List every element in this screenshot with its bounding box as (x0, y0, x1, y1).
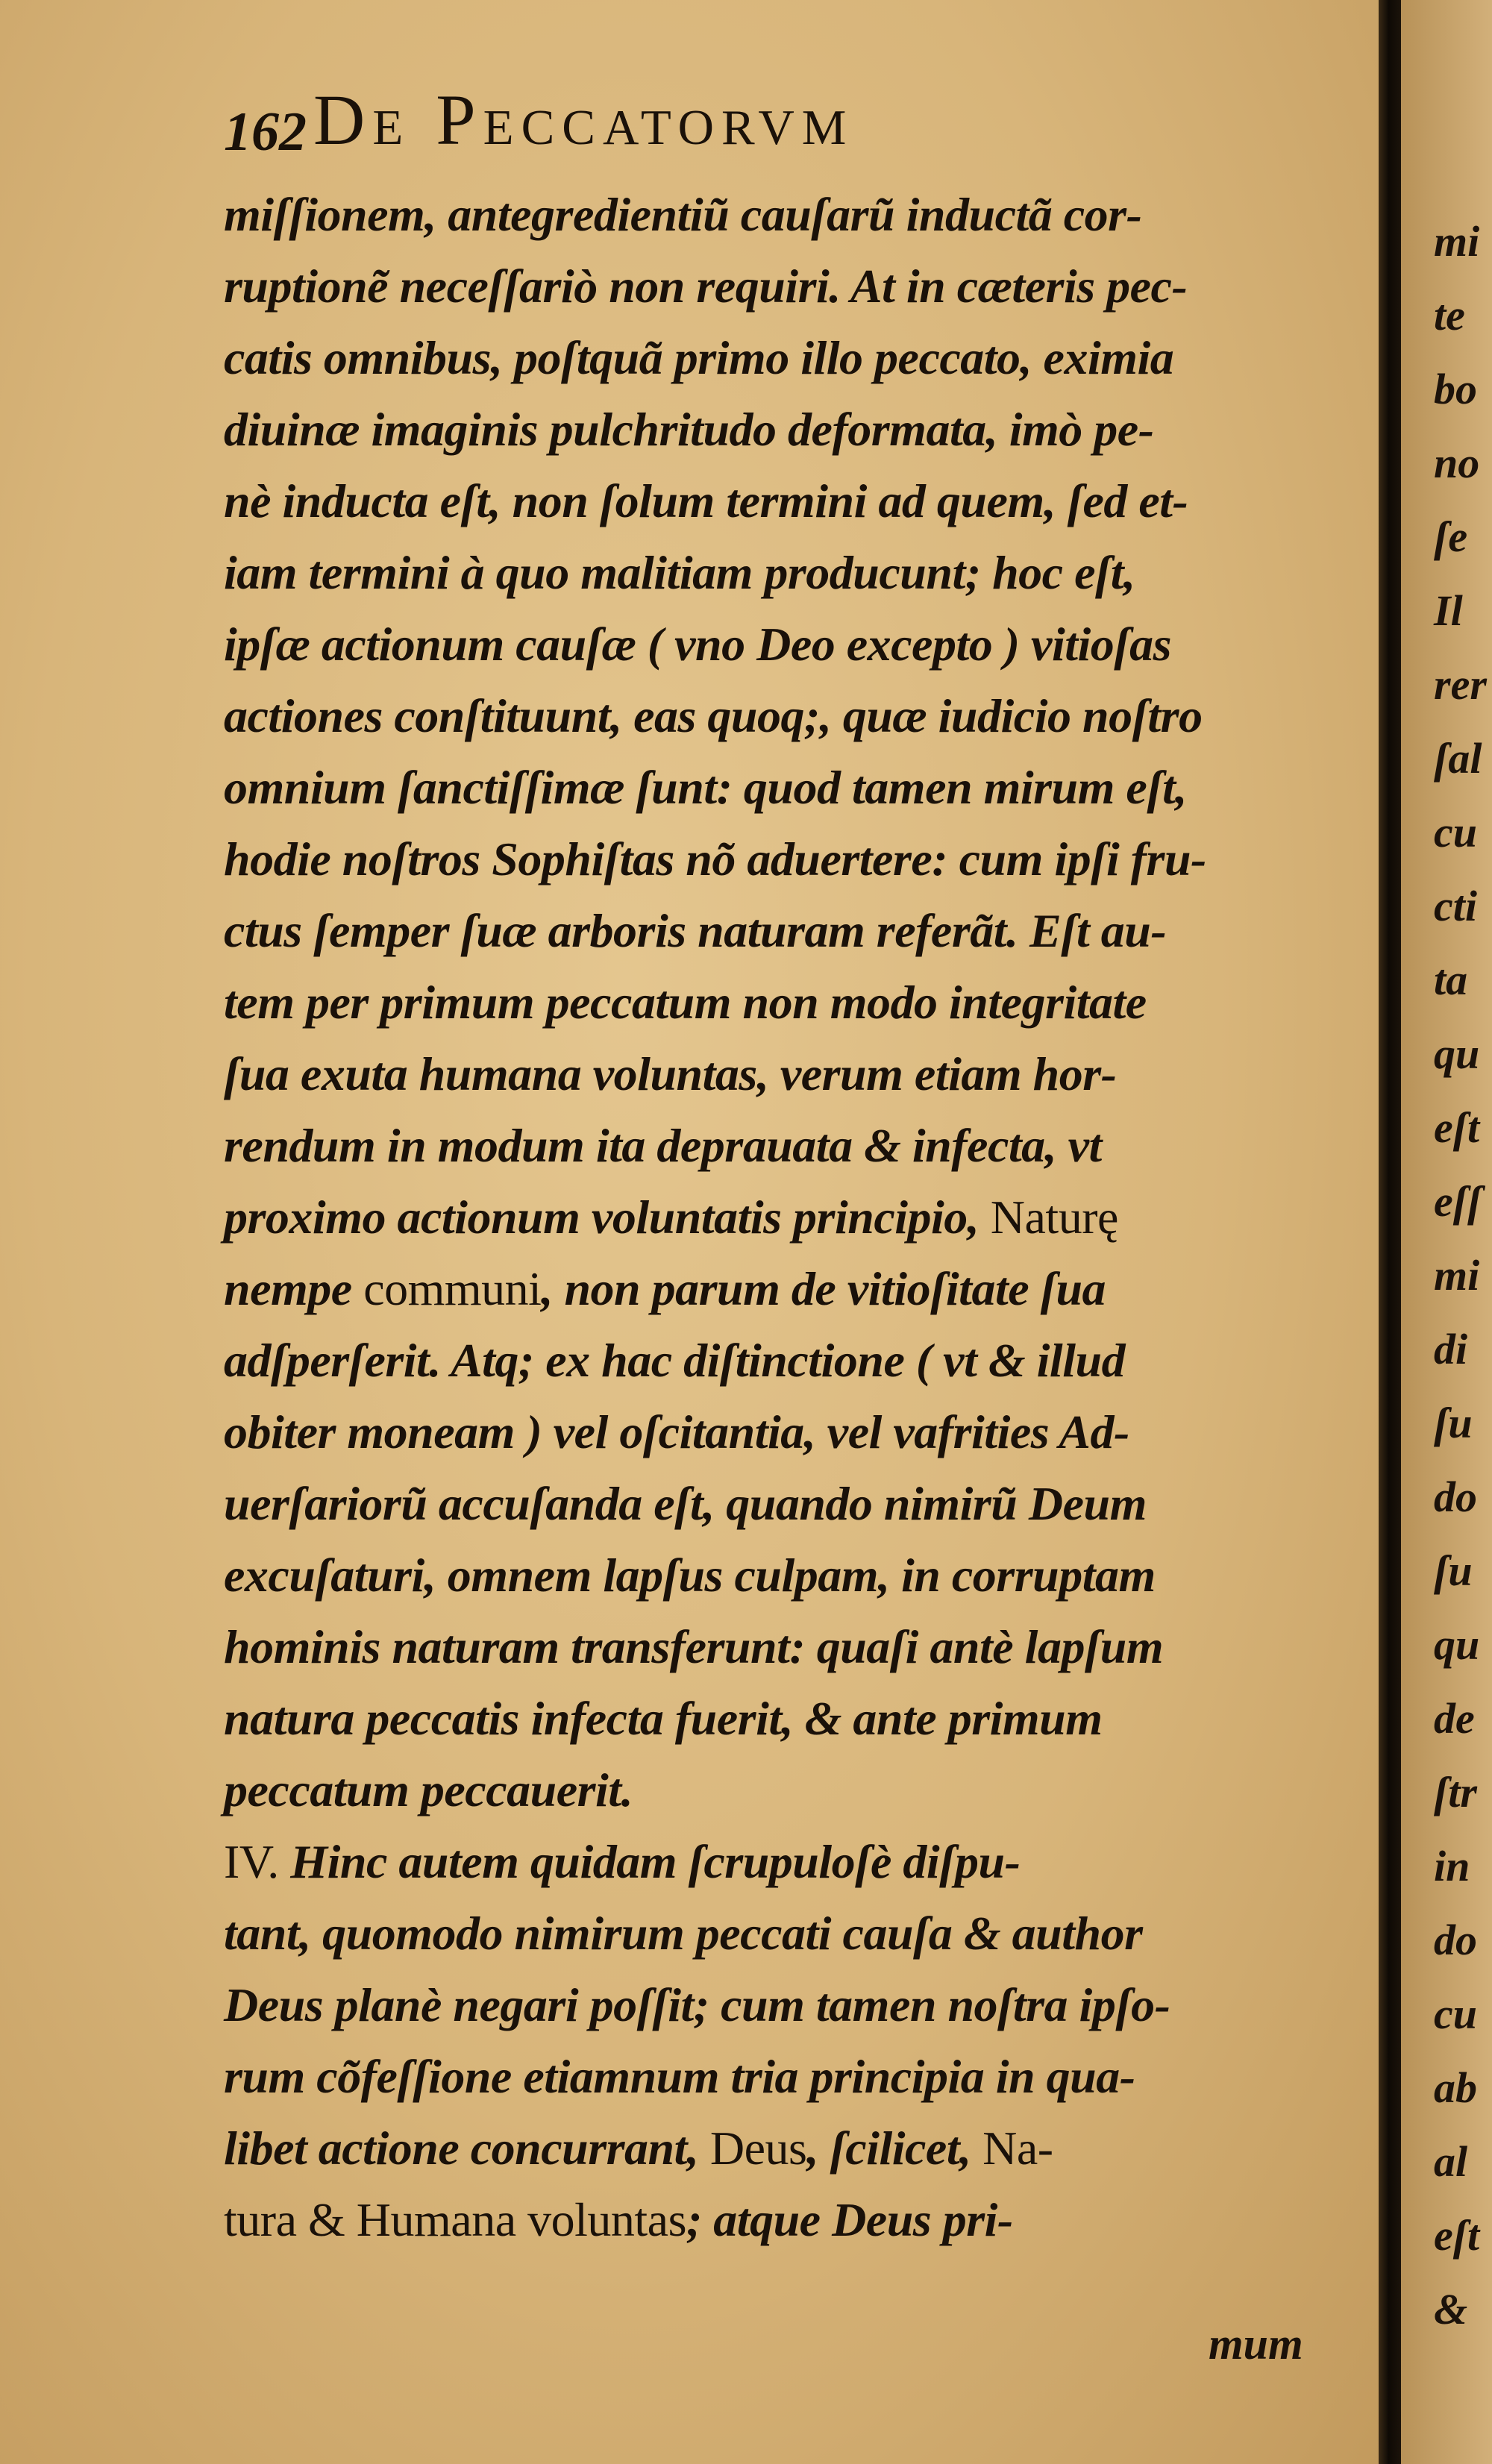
text-line (224, 680, 1358, 752)
text-run: actiones conſtituunt, eas quoq;, quæ iudicio noſtro (224, 689, 1203, 742)
text-line (224, 1396, 1358, 1468)
text-line (224, 1683, 1358, 1755)
text-run: iam termini à quo malitiam producunt; hoc eſt, (224, 546, 1135, 599)
text-run: tem per primum peccatum non modo integritate (224, 976, 1147, 1029)
text-line (224, 1898, 1358, 1969)
text-run: Hinc autem quidam ſcrupuloſè diſpu- (290, 1835, 1021, 1888)
text-line (224, 609, 1358, 680)
text-line (224, 251, 1358, 322)
body-text (224, 179, 1358, 2256)
text-line (224, 394, 1358, 465)
text-line (224, 967, 1358, 1038)
text-line (224, 1826, 1358, 1898)
page-number: 162 (224, 101, 307, 163)
text-run: Naturę (990, 1191, 1118, 1244)
text-line (224, 895, 1358, 967)
facing-page-fragment: Il (1434, 586, 1463, 635)
facing-page-fragment: ab (1434, 2063, 1477, 2112)
facing-page-fragment: te (1434, 291, 1465, 339)
facing-page-fragment: do (1434, 1473, 1477, 1521)
text-run: ruptionẽ neceſſariò non requiri. At in cæteris pec- (224, 260, 1188, 313)
text-run: , ſcilicet, (806, 2122, 983, 2175)
facing-page-fragment: qu (1434, 1620, 1480, 1669)
text-line (224, 1110, 1358, 1182)
facing-page-fragment: cu (1434, 808, 1477, 856)
text-run: Na- (982, 2122, 1053, 2175)
facing-page-fragment: ta (1434, 956, 1468, 1004)
text-run: diuinæ imaginis pulchritudo deformata, imò pe- (224, 403, 1154, 456)
facing-page-fragment: ſal (1434, 734, 1482, 783)
facing-page-fragment: bo (1434, 365, 1477, 413)
text-run: natura peccatis infecta fuerit, & ante primum (224, 1692, 1103, 1745)
facing-page-fragment: rer (1434, 660, 1487, 709)
facing-page-fragment: & (1434, 2285, 1468, 2333)
text-line (224, 465, 1358, 537)
text-run: ipſæ actionum cauſæ ( vno Deo excepto ) vitioſas (224, 618, 1171, 671)
facing-page-fragment: ſtr (1434, 1768, 1477, 1816)
facing-page-fragment: eſt (1434, 2211, 1480, 2260)
text-run: libet actione concurrant, (224, 2122, 710, 2175)
text-run: uerſariorũ accuſanda eſt, quando nimirũ Deum (224, 1477, 1147, 1530)
catchword: mum (1209, 2319, 1303, 2369)
text-line (224, 1611, 1358, 1683)
facing-page-fragment: eſt (1434, 1103, 1480, 1152)
text-line (224, 1468, 1358, 1540)
text-run: rum cõfeſſione etiamnum tria principia in qua- (224, 2050, 1135, 2103)
facing-page-fragment: ſu (1434, 1546, 1473, 1595)
text-line (224, 537, 1358, 609)
facing-page-fragment: ſe (1434, 512, 1468, 561)
text-line (224, 322, 1358, 394)
text-line (224, 1038, 1358, 1110)
text-run: rendum in modum ita deprauata & infecta, vt (224, 1119, 1102, 1172)
text-run: tant, quomodo nimirum peccati cauſa & author (224, 1907, 1143, 1960)
facing-page-fragment: mi (1434, 1251, 1480, 1300)
facing-page-fragment: do (1434, 1916, 1477, 1964)
text-run: omnium ſanctiſſimæ ſunt: quod tamen mirum eſt, (224, 761, 1187, 814)
facing-page-fragment: mi (1434, 217, 1480, 266)
facing-page-fragment: al (1434, 2137, 1468, 2186)
text-line (224, 2184, 1358, 2256)
text-line (224, 752, 1358, 824)
text-run: tura & Humana voluntas (224, 2193, 686, 2246)
text-run: proximo actionum voluntatis principio, (224, 1191, 991, 1244)
text-run: hominis naturam transferunt: quaſi antè lapſum (224, 1620, 1164, 1673)
text-run: , non parum de vitioſitate ſua (541, 1262, 1106, 1315)
text-run: catis omnibus, poſtquã primo illo peccato, eximia (224, 331, 1174, 384)
text-line (224, 2041, 1358, 2113)
text-line (224, 1540, 1358, 1611)
text-line (224, 1969, 1358, 2041)
text-line (224, 179, 1358, 251)
text-run: ; atque Deus pri- (686, 2193, 1013, 2246)
text-run: ſua exuta humana voluntas, verum etiam hor- (224, 1047, 1117, 1100)
facing-page-fragment: qu (1434, 1029, 1480, 1078)
page-header (224, 78, 1268, 163)
text-run: peccatum peccauerit. (224, 1764, 633, 1816)
text-line (224, 1182, 1358, 1253)
text-run: Deus (709, 2122, 807, 2175)
text-line (224, 1755, 1358, 1826)
book-gutter (1379, 0, 1401, 2464)
text-run: Deus planè negari poſſit; cum tamen noſtra ipſo- (224, 1978, 1170, 2031)
text-run: communi (363, 1262, 542, 1315)
facing-page-fragment: de (1434, 1694, 1475, 1743)
facing-page-fragment: di (1434, 1325, 1468, 1373)
facing-page-fragment: eſſ (1434, 1177, 1482, 1226)
text-line (224, 1325, 1358, 1396)
text-run: ctus ſemper ſuæ arboris naturam referãt. Eſt au- (224, 904, 1167, 957)
facing-page-fragment: cti (1434, 882, 1477, 930)
text-run: miſſionem, antegredientiũ cauſarũ inductã cor- (224, 188, 1142, 241)
text-line (224, 824, 1358, 895)
text-run: excuſaturi, omnem lapſus culpam, in corruptam (224, 1549, 1156, 1602)
text-run: IV. (224, 1835, 291, 1888)
text-run: nè inducta eſt, non ſolum termini ad quem, ſed et- (224, 474, 1188, 527)
text-line (224, 2113, 1358, 2184)
facing-page-fragment: in (1434, 1842, 1470, 1890)
facing-page-fragment: cu (1434, 1990, 1477, 2038)
text-run: hodie noſtros Sophiſtas nõ aduertere: cum ipſi fru- (224, 833, 1206, 885)
facing-page-fragment: no (1434, 439, 1480, 487)
text-line (224, 1253, 1358, 1325)
text-run: adſperſerit. Atq; ex hac diſtinctione ( vt & illud (224, 1334, 1126, 1387)
running-title: De Peccatorvm (313, 80, 854, 160)
text-run: nempe (224, 1262, 364, 1315)
facing-page-fragment: ſu (1434, 1399, 1473, 1447)
text-run: obiter moneam ) vel oſcitantia, vel vafrities Ad- (224, 1405, 1129, 1458)
